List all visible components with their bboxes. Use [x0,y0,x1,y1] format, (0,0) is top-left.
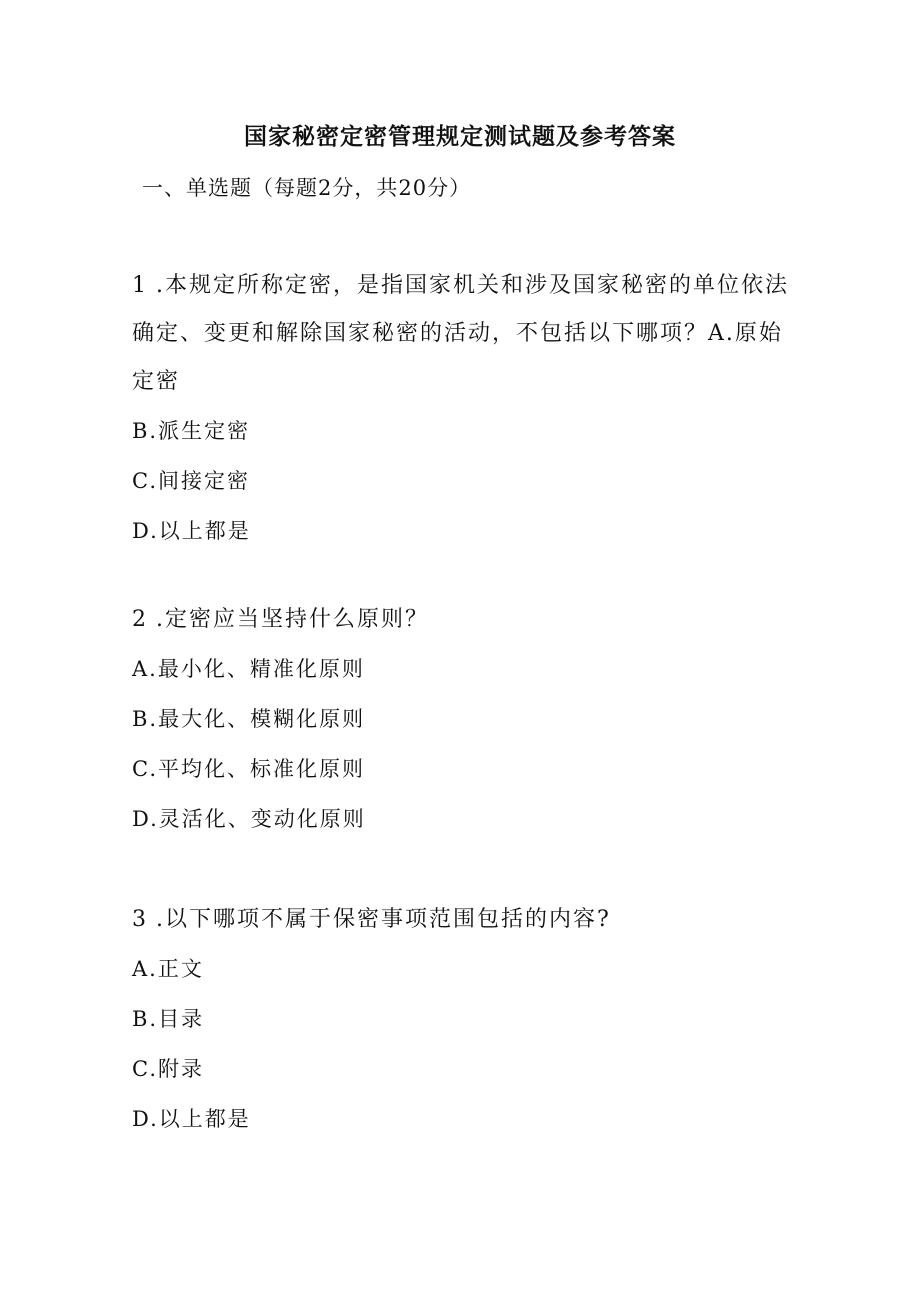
question-3 [132,896,792,1144]
option-b [132,406,792,456]
option-letter: C. [132,1057,158,1081]
option-c [132,1044,792,1094]
option-d [132,794,792,844]
option-b [132,994,792,1044]
question-number: 1 [132,273,148,298]
option-letter: D. [132,807,159,831]
option-d [132,506,792,556]
option-b [132,694,792,744]
option-text: 目录 [158,1007,205,1031]
question-stem [132,896,792,944]
option-c [132,456,792,506]
option-letter: D. [132,519,159,543]
option-a [132,944,792,994]
option-text: 附录 [158,1057,204,1081]
question-1 [132,262,792,556]
option-letter: C. [132,469,158,493]
question-2 [132,596,792,844]
option-letter: A. [132,957,158,981]
option-text: 以上都是 [158,519,251,543]
option-text: 平均化、标准化原则 [158,757,365,781]
option-text: 以上都是 [158,1107,251,1131]
option-text: 最小化、精准化原则 [157,657,365,681]
option-text: 灵活化、变动化原则 [158,807,366,831]
option-text: 正文 [157,957,204,981]
option-letter: B. [132,707,159,731]
option-letter: D. [132,1107,159,1131]
document-title: 国家秘密定密管理规定测试题及参考答案 [244,123,676,150]
option-letter: B. [132,419,159,443]
question-stem [132,262,792,406]
option-letter: A. [132,657,158,681]
option-text: 间接定密 [158,469,250,493]
option-c [132,744,792,794]
question-text: .以下哪项不属于保密事项范围包括的内容? [156,907,611,932]
option-d [132,1094,792,1144]
option-a [132,644,792,694]
question-stem [132,596,792,644]
option-text: 最大化、模糊化原则 [158,707,366,731]
question-number: 2 [132,607,148,632]
question-text: .定密应当坚持什么原则？ [156,607,429,632]
option-letter: C. [132,757,158,781]
option-letter: B. [132,1007,159,1031]
section-heading: 一、单选题（每题2分，共20分） [142,176,472,200]
question-text: .本规定所称定密，是指国家机关和涉及国家秘密的单位依法确定、变更和解除国家秘密的活动，不包括以下哪项？A.原始定密 [132,273,789,394]
question-number: 3 [132,907,148,932]
option-text: 派生定密 [158,419,251,443]
